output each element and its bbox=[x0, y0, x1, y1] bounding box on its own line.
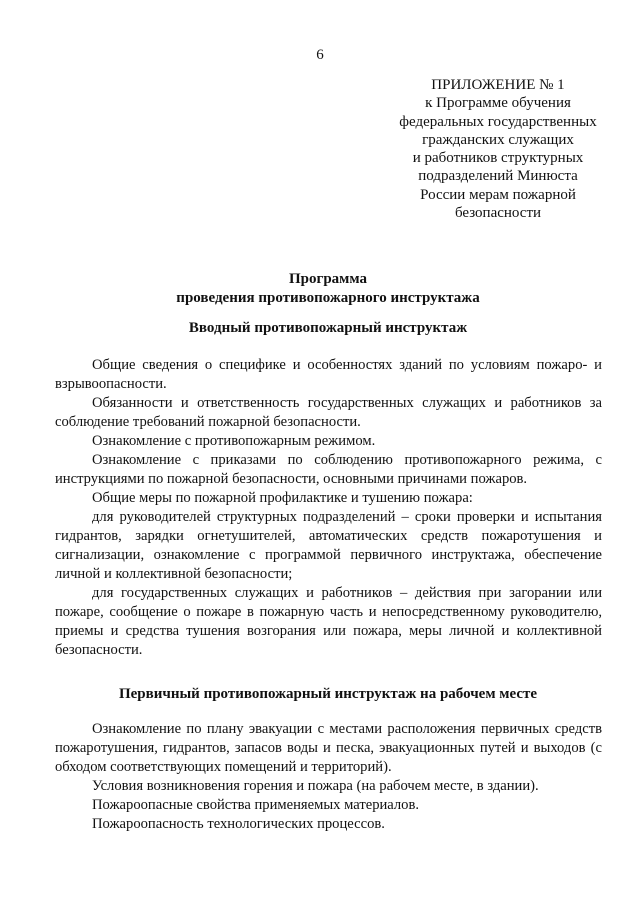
paragraph: Условия возникновения горения и пожара (на рабочем месте, в здании). bbox=[92, 778, 539, 794]
document-title bbox=[0, 270, 640, 307]
paragraph: Общие меры по пожарной профилактике и тушению пожара: bbox=[92, 490, 473, 506]
paragraph: Ознакомление с приказами по соблюдению противопожарного режима, с инструкциями по пожарной безопасности, основными причинами пожаров. bbox=[55, 452, 602, 487]
section-heading-introductory: Вводный противопожарный инструктаж bbox=[188, 320, 468, 336]
section-heading-primary: Первичный противопожарный инструктаж на рабочем месте bbox=[118, 686, 538, 702]
appendix-line: федеральных государственных bbox=[399, 113, 597, 130]
paragraph: Обязанности и ответственность государственных служащих и работников за соблюдение требований пожарной безопасности. bbox=[55, 395, 602, 430]
paragraph: Ознакомление с противопожарным режимом. bbox=[92, 433, 376, 449]
title-line-1: Программа bbox=[289, 271, 367, 287]
paragraph: Ознакомление по плану эвакуации с местами расположения первичных средств пожаротушения, гидрантов, запасов воды и песка, эвакуационных путей и выходов (с обходом соответствующих помещений и территорий). bbox=[55, 721, 602, 775]
paragraph: для государственных служащих и работников – действия при загорании или пожаре, сообщение о пожаре в пожарную часть и непосредственному руководителю, приемы и средства тушения возгорания или пожара, меры личной и коллективной безопасности. bbox=[55, 585, 602, 658]
appendix-line: гражданских служащих bbox=[422, 131, 574, 148]
appendix-header bbox=[383, 76, 613, 222]
paragraph: Общие сведения о специфике и особенностях зданий по условиям пожаро- и взрывоопасности. bbox=[55, 357, 602, 392]
title-line-2: проведения противопожарного инструктажа bbox=[176, 289, 480, 306]
appendix-line: к Программе обучения bbox=[425, 95, 571, 112]
appendix-line: подразделений Минюста bbox=[418, 168, 578, 185]
appendix-line: безопасности bbox=[454, 205, 542, 222]
paragraph: для руководителей структурных подразделений – сроки проверки и испытания гидрантов, зарядки огнетушителей, автоматических средств пожаротушения и сигнализации, ознакомление с программой первичного инструктажа, обеспечение личной и коллективной безопасности; bbox=[55, 509, 602, 582]
appendix-line: России мерам пожарной bbox=[420, 186, 576, 203]
paragraph: Пожароопасные свойства применяемых материалов. bbox=[92, 797, 420, 813]
appendix-line: ПРИЛОЖЕНИЕ № 1 bbox=[431, 77, 565, 93]
section-primary-body bbox=[55, 720, 602, 834]
paragraph: Пожароопасность технологических процессов. bbox=[92, 816, 385, 832]
appendix-line: и работников структурных bbox=[412, 150, 584, 167]
page-number: 6 bbox=[316, 47, 324, 63]
section-introductory-body bbox=[55, 356, 602, 660]
